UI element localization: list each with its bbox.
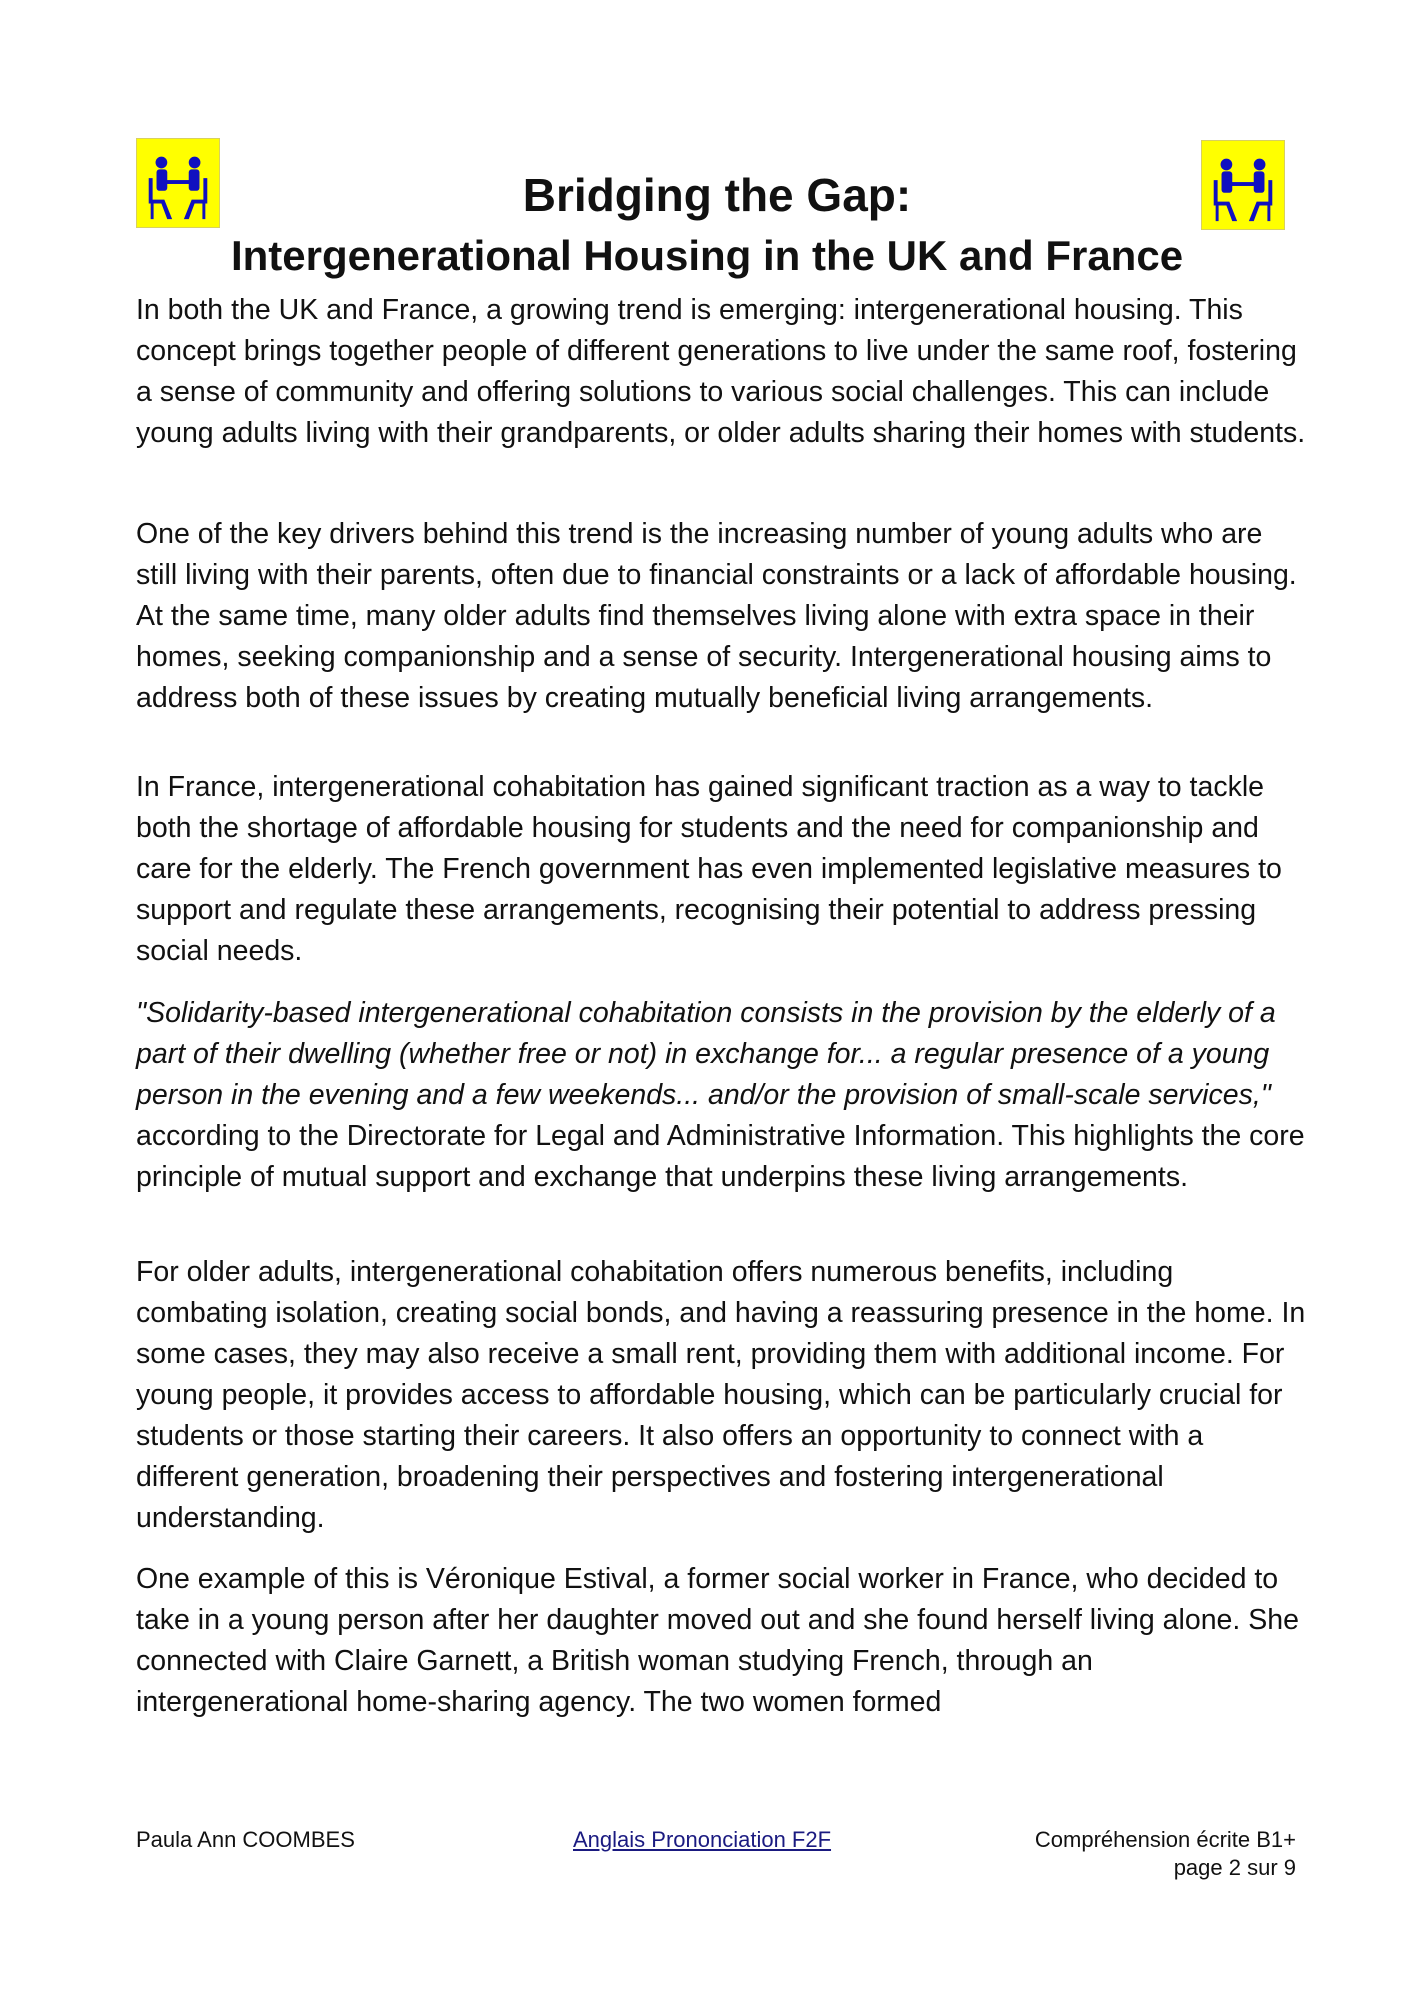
footer-right [1035, 1826, 1296, 1882]
page-title: Bridging the Gap: [522, 169, 912, 221]
quote-text: "Solidarity-based intergenerational cohabitation consists in the provision by the elderly of a part of their dwelling (whether free or not) in exchange for... a regular presence of a young person in the evening and a few weekends... and/or the provision of small-scale services," [136, 997, 1276, 1111]
page-subtitle: Intergenerational Housing in the UK and France [230, 232, 1184, 279]
quote-attribution: according to the Directorate for Legal and Administrative Information. This highlights the core principle of mutual support and exchange that underpins these living arrangements. [136, 1120, 1305, 1193]
paragraph: One of the key drivers behind this trend is the increasing number of young adults who are still living with their parents, often due to financial constraints or a lack of affordable housing. At the same time, many older adults find themselves living alone with extra space in their homes, seeking companionship and a sense of security. Intergenerational housing aims to address both of these issues by creating mutually beneficial living arrangements. [136, 518, 1297, 714]
footer-link[interactable]: Anglais Prononciation F2F [573, 1827, 832, 1852]
paragraph: One example of this is Véronique Estival, a former social worker in France, who decided to take in a young person after her daughter moved out and she found herself living alone. She connected with Claire Garnett, a British woman studying French, through an intergenerational home-sharing agency. The two women formed [136, 1563, 1299, 1718]
paragraph: For older adults, intergenerational cohabitation offers numerous benefits, including combating isolation, creating social bonds, and having a reassuring presence in the home. In some cases, they may also receive a small rent, providing them with additional income. For young people, it provides access to affordable housing, which can be particularly crucial for students or those starting their careers. It also offers an opportunity to connect with a different generation, broadening their perspectives and fostering intergenerational understanding. [136, 1256, 1306, 1534]
footer-author: Paula Ann COOMBES [136, 1827, 355, 1852]
footer-course: Compréhension écrite B1+ [1034, 1827, 1296, 1852]
paragraph: In France, intergenerational cohabitation has gained significant traction as a way to tackle both the shortage of affordable housing for students and the need for companionship and care for the elderly. The French government has even implemented legislative measures to support and regulate these arrangements, recognising their potential to address pressing social needs. [136, 771, 1282, 967]
quote-paragraph [136, 993, 1306, 1198]
page-number: page 2 sur 9 [1173, 1855, 1296, 1880]
paragraph: In both the UK and France, a growing trend is emerging: intergenerational housing. This concept brings together people of different generations to live under the same roof, fostering a sense of community and offering solutions to various social challenges. This can include young adults living with their grandparents, or older adults sharing their homes with students. [136, 294, 1306, 449]
